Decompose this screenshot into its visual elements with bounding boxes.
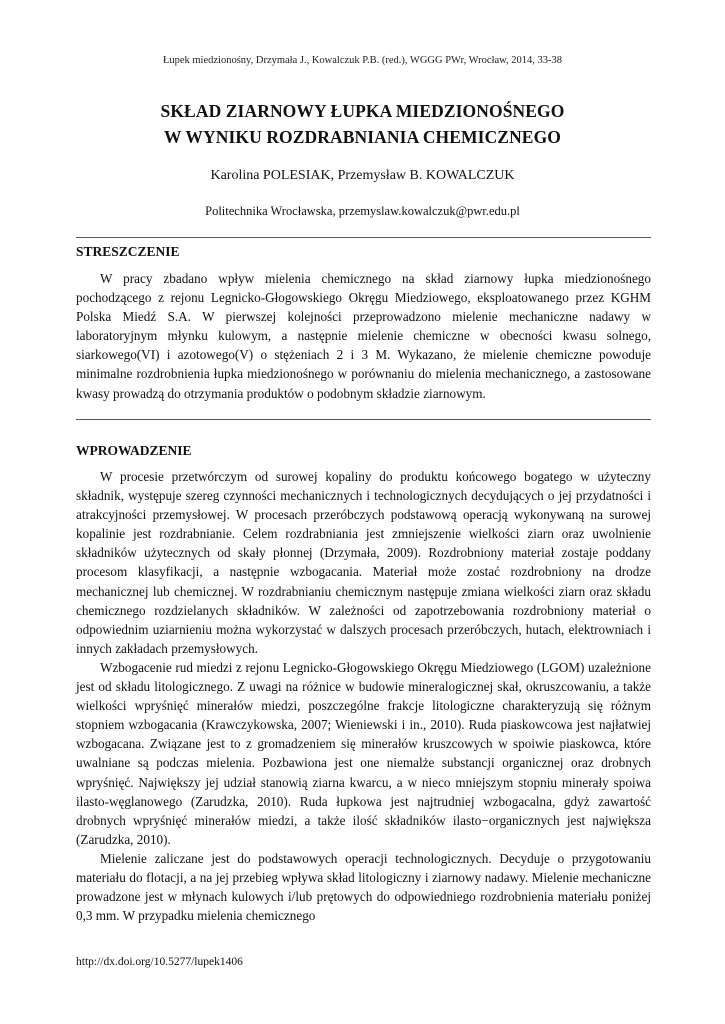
doi-link[interactable]: http://dx.doi.org/10.5277/lupek1406 [76, 956, 243, 968]
authors: Karolina POLESIAK, Przemysław B. KOWALCZUK [210, 168, 515, 183]
abstract-bottom-rule [76, 419, 651, 420]
introduction-body [76, 467, 651, 925]
title-line-2: W WYNIKU ROZDRABNIANIA CHEMICZNEGO [163, 127, 562, 147]
intro-paragraph: Mielenie zaliczane jest do podstawowych operacji technologicznych. Decyduje o przygotowaniu materiału do flotacji, a na jej przebieg wpływa skład litologiczny i ziarnowy nadawy. Mielenie mechaniczne prowadzone jest w młynach kulowych i/lub prętowych do odpowiedniego rozdrobnienia materiału poniżej 0,3 mm. W przypadku mielenia chemicznego [76, 850, 651, 924]
abstract-top-rule [76, 237, 651, 238]
paper-title [0, 98, 725, 150]
title-line-1: SKŁAD ZIARNOWY ŁUPKA MIEDZIONOŚNEGO [160, 101, 565, 121]
intro-paragraph: W procesie przetwórczym od surowej kopaliny do produktu końcowego bogatego w użyteczny składnik, występuje szereg czynności mechanicznych i technologicznych decydujących o jej przydatności i atrakcyjności przemysłowej. W procesach przeróbczych podstawową operacją wykonywaną na surowej kopalinie jest rozdrabnianie. Celem rozdrabniania jest zmniejszenie wielkości ziarn oraz uwolnienie składników użytecznych od skały płonnej (Drzymała, 2009). Rozdrobniony materiał zostaje poddany procesom klasyfikacji, a następnie wzbogacania. Materiał może zostać rozdrobniony na drodze mechanicznej lub chemicznej. W rozdrabnianiu chemicznym następuje zmiana wielkości ziarn oraz składu chemicznego rozdzielanych składników. W zależności od zapotrzebowania rozdrobniony materiał o odpowiednim uziarnieniu można wykorzystać w dalszych procesach przeróbczych, hutach, elektrowniach i innych zakładach przemysłowych. [76, 469, 651, 656]
affiliation: Politechnika Wrocławska, przemyslaw.kowalczuk@pwr.edu.pl [205, 204, 520, 218]
introduction-heading: WPROWADZENIE [76, 443, 192, 458]
citation-header: Łupek miedzionośny, Drzymała J., Kowalczuk P.B. (red.), WGGG PWr, Wrocław, 2014, 33-38 [162, 55, 563, 66]
abstract-body [76, 269, 651, 403]
abstract-heading: STRESZCZENIE [76, 244, 180, 259]
abstract-text: W pracy zbadano wpływ mielenia chemicznego na skład ziarnowy łupka miedzionośnego pochodzącego z rejonu Legnicko-Głogowskiego Okręgu Miedziowego, eksploatowanego przez KGHM Polska Miedź S.A. W pierwszej kolejności przeprowadzono mielenie mechaniczne nadawy w laboratoryjnym młynku kulowym, a następnie mielenie chemiczne w obecności kwasu solnego, siarkowego(VI) i azotowego(V) o stężeniach 2 i 3 M. Wykazano, że mielenie chemiczne powoduje minimalne rozdrobnienia łupka miedzionośnego w porównaniu do mielenia mechanicznego, a zastosowane kwasy prowadzą do otrzymania produktów o podobnym składzie ziarnowym. [76, 271, 651, 401]
intro-paragraph: Wzbogacenie rud miedzi z rejonu Legnicko-Głogowskiego Okręgu Miedziowego (LGOM) uzależnione jest od składu litologicznego. Z uwagi na różnice w budowie mineralogicznej skał, okruszcowaniu, a także wielkości wpryśnięć minerałów miedzi, poszczególne frakcje litologiczne charakteryzują się różnym stopniem wzbogacania (Krawczykowska, 2007; Wieniewski i in., 2010). Ruda piaskowcowa jest najłatwiej wzbogacana. Związane jest to z gromadzeniem się minerałów kruszcowych w spoiwie piaskowca, które uwalniane są podczas mielenia. Pozbawiona jest one niemalże substancji organicznej oraz drobnych wpryśnięć. Największy jej udział stanowią ziarna kwarcu, a w nieco mniejszym stopniu minerały spoiwa ilasto-węglanowego (Zarudzka, 2010). Ruda łupkowa jest najtrudniej wzbogacalna, gdyż zawartość drobnych wpryśnięć minerałów miedzi, a także ilość składników ilasto−organicznych jest największa (Zarudzka, 2010). [76, 659, 651, 847]
